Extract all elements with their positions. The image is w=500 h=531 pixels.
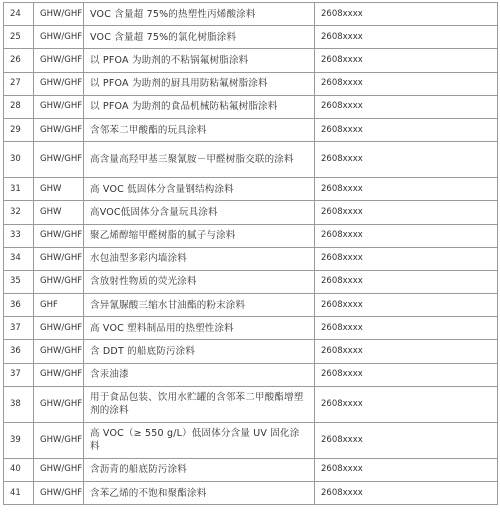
table-row — [4, 340, 498, 363]
table-row — [4, 178, 498, 201]
row-code: 2608xxxx — [315, 178, 498, 201]
table-row — [4, 95, 498, 118]
row-code: 2608xxxx — [315, 26, 498, 49]
row-description: 以 PFOA 为助剂的食品机械防粘氟树脂涂料 — [84, 95, 315, 118]
row-category: GHW/GHF — [34, 142, 84, 178]
table-row — [4, 49, 498, 72]
row-category: GHW/GHF — [34, 363, 84, 386]
row-description: 以 PFOA 为助剂的厨具用防粘氟树脂涂料 — [84, 72, 315, 95]
table-body — [4, 3, 498, 505]
row-number: 25 — [4, 26, 34, 49]
row-category: GHF — [34, 294, 84, 317]
table-row — [4, 482, 498, 505]
row-number: 38 — [4, 386, 34, 422]
table-row — [4, 363, 498, 386]
row-code: 2608xxxx — [315, 340, 498, 363]
row-description: 水包油型多彩内墙涂料 — [84, 247, 315, 270]
row-code: 2608xxxx — [315, 49, 498, 72]
row-description: 以 PFOA 为助剂的不粘锅氟树脂涂料 — [84, 49, 315, 72]
row-description: 高 VOC 低固体分含量钢结构涂料 — [84, 178, 315, 201]
row-description: 含苯乙烯的不饱和聚酯涂料 — [84, 482, 315, 505]
row-code: 2608xxxx — [315, 386, 498, 422]
row-category: GHW/GHF — [34, 270, 84, 293]
row-number: 37 — [4, 363, 34, 386]
row-number: 28 — [4, 95, 34, 118]
row-number: 36 — [4, 294, 34, 317]
row-number: 29 — [4, 118, 34, 141]
table-row — [4, 72, 498, 95]
row-code: 2608xxxx — [315, 482, 498, 505]
row-number: 39 — [4, 422, 34, 458]
row-code: 2608xxxx — [315, 142, 498, 178]
row-category: GHW/GHF — [34, 482, 84, 505]
row-category: GHW/GHF — [34, 49, 84, 72]
table-row — [4, 247, 498, 270]
row-code: 2608xxxx — [315, 363, 498, 386]
row-category: GHW/GHF — [34, 247, 84, 270]
row-number: 34 — [4, 247, 34, 270]
row-code: 2608xxxx — [315, 270, 498, 293]
row-number: 26 — [4, 49, 34, 72]
row-number: 24 — [4, 3, 34, 26]
row-number: 33 — [4, 224, 34, 247]
row-description: 含 DDT 的船底防污涂料 — [84, 340, 315, 363]
row-code: 2608xxxx — [315, 201, 498, 224]
table-row — [4, 201, 498, 224]
row-code: 2608xxxx — [315, 118, 498, 141]
row-description: 高 VOC 塑料制品用的热塑性涂料 — [84, 317, 315, 340]
table-row — [4, 142, 498, 178]
row-category: GHW/GHF — [34, 72, 84, 95]
table-row — [4, 224, 498, 247]
row-description: 聚乙烯醇缩甲醛树脂的腻子与涂料 — [84, 224, 315, 247]
row-category: GHW — [34, 201, 84, 224]
row-description: 含邻苯二甲酸酯的玩具涂料 — [84, 118, 315, 141]
row-code: 2608xxxx — [315, 422, 498, 458]
row-description: 含异氰脲酸三缩水甘油酯的粉末涂料 — [84, 294, 315, 317]
row-number: 41 — [4, 482, 34, 505]
table-row — [4, 118, 498, 141]
row-category: GHW/GHF — [34, 3, 84, 26]
row-code: 2608xxxx — [315, 247, 498, 270]
row-number: 37 — [4, 317, 34, 340]
row-description: 含放射性物质的荧光涂料 — [84, 270, 315, 293]
row-code: 2608xxxx — [315, 294, 498, 317]
row-code: 2608xxxx — [315, 3, 498, 26]
row-description: VOC 含量超 75%的热塑性丙烯酸涂料 — [84, 3, 315, 26]
row-description: 高含量高羟甲基三聚氰胺－甲醛树脂交联的涂料 — [84, 142, 315, 178]
row-code: 2608xxxx — [315, 317, 498, 340]
row-category: GHW/GHF — [34, 340, 84, 363]
table-row — [4, 270, 498, 293]
row-code: 2608xxxx — [315, 458, 498, 481]
row-code: 2608xxxx — [315, 224, 498, 247]
row-category: GHW/GHF — [34, 224, 84, 247]
row-description: 含汞油漆 — [84, 363, 315, 386]
row-category: GHW/GHF — [34, 386, 84, 422]
table-row — [4, 458, 498, 481]
row-description: 含沥青的船底防污涂料 — [84, 458, 315, 481]
table-row — [4, 422, 498, 458]
row-number: 32 — [4, 201, 34, 224]
row-number: 36 — [4, 340, 34, 363]
row-category: GHW/GHF — [34, 95, 84, 118]
row-description: 高VOC低固体分含量玩具涂料 — [84, 201, 315, 224]
row-category: GHW/GHF — [34, 458, 84, 481]
row-description: 高 VOC（≥ 550 g/L）低固体分含量 UV 固化涂料 — [84, 422, 315, 458]
table-row — [4, 26, 498, 49]
table-row — [4, 294, 498, 317]
row-code: 2608xxxx — [315, 95, 498, 118]
row-category: GHW — [34, 178, 84, 201]
row-description: VOC 含量超 75%的氯化树脂涂料 — [84, 26, 315, 49]
table-row — [4, 3, 498, 26]
row-category: GHW/GHF — [34, 26, 84, 49]
row-number: 27 — [4, 72, 34, 95]
table-row — [4, 317, 498, 340]
table-row — [4, 386, 498, 422]
paint-restriction-table — [3, 2, 498, 505]
row-category: GHW/GHF — [34, 422, 84, 458]
row-number: 40 — [4, 458, 34, 481]
row-number: 35 — [4, 270, 34, 293]
row-description: 用于食品包装、饮用水贮罐的含邻苯二甲酸酯增塑剂的涂料 — [84, 386, 315, 422]
row-code: 2608xxxx — [315, 72, 498, 95]
row-number: 31 — [4, 178, 34, 201]
row-number: 30 — [4, 142, 34, 178]
row-category: GHW/GHF — [34, 118, 84, 141]
row-category: GHW/GHF — [34, 317, 84, 340]
